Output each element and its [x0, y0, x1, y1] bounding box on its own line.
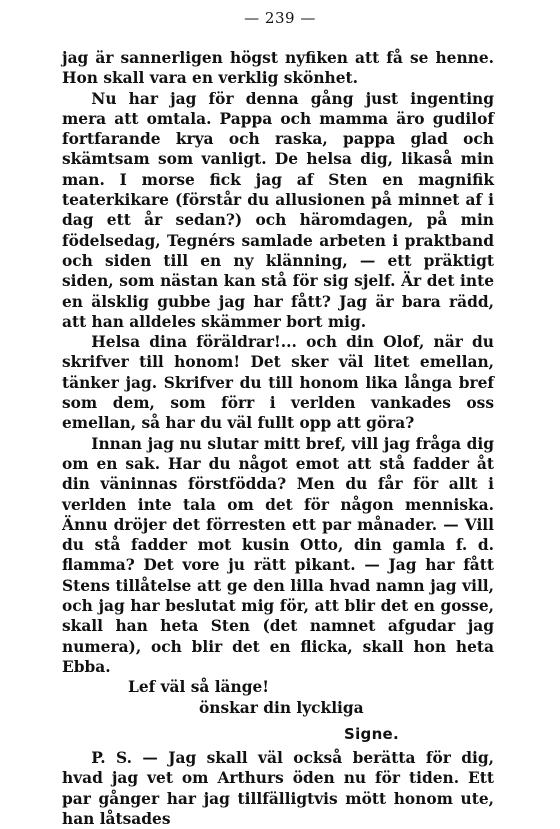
postscript: P. S. — Jag skall väl också berätta för dig, hvad jag vet om Arthurs öden nu för tiden. Ett par gånger har jag tillfälligtvis mött honom ute, han låtsades [62, 749, 494, 828]
page-number: — 239 — [244, 9, 316, 27]
paragraph: jag är sannerligen högst nyfiken att få se henne. Hon skall vara en verklig skönhet. [62, 49, 494, 88]
paragraph: Helsa dina föräldrar!... och din Olof, när du skrifver till honom! Det sker väl litet emellan, tänker jag. Skrifver du till honom lika långa bref som dem, som förr i verlden vankades oss emellan, så har du väl fullt opp att göra? [62, 333, 494, 433]
closing-line: önskar din lyckliga [199, 698, 364, 717]
paragraph: Nu har jag för denna gång just ingenting mera att omtala. Pappa och mamma äro gudilof fortfarande krya och raska, pappa glad och skämtsam som vanligt. De helsa dig, likaså min man. I morse fick jag af Sten en magnifik teaterkikare (förstår du allusionen på minnet af i dag ett år sedan?) och häromdagen, på min födelsedag, Tegnérs samlade arbeten i praktband och siden till en ny klänning, — ett präktigt siden, som nästan kan stå för sig sjelf. Är det inte en älsklig gubbe jag har fått? Jag är bara rädd, att han alldeles skämmer bort mig. [62, 89, 494, 331]
closing-line: Lef väl så länge! [128, 678, 270, 697]
signature: Signe. [344, 724, 400, 743]
paragraph: Innan jag nu slutar mitt bref, vill jag fråga dig om en sak. Har du något emot att stå fadder åt din väninnas förstfödda? Men du får för allt i verlden inte tala om det för någon menniska. Ännu dröjer det förresten ett par månader. — Vill du stå fadder mot kusin Otto, din gamla f. d. flamma? Det vore ju rätt pikant. — Jag har fått Stens tillåtelse att ge den lilla hvad namn jag vill, och jag har beslutat mig för, att blir det en gosse, skall han heta Sten (det namnet afgudar jag numera), och blir det en flicka, skall hon heta Ebba. [62, 434, 494, 676]
letter-body [62, 48, 494, 829]
